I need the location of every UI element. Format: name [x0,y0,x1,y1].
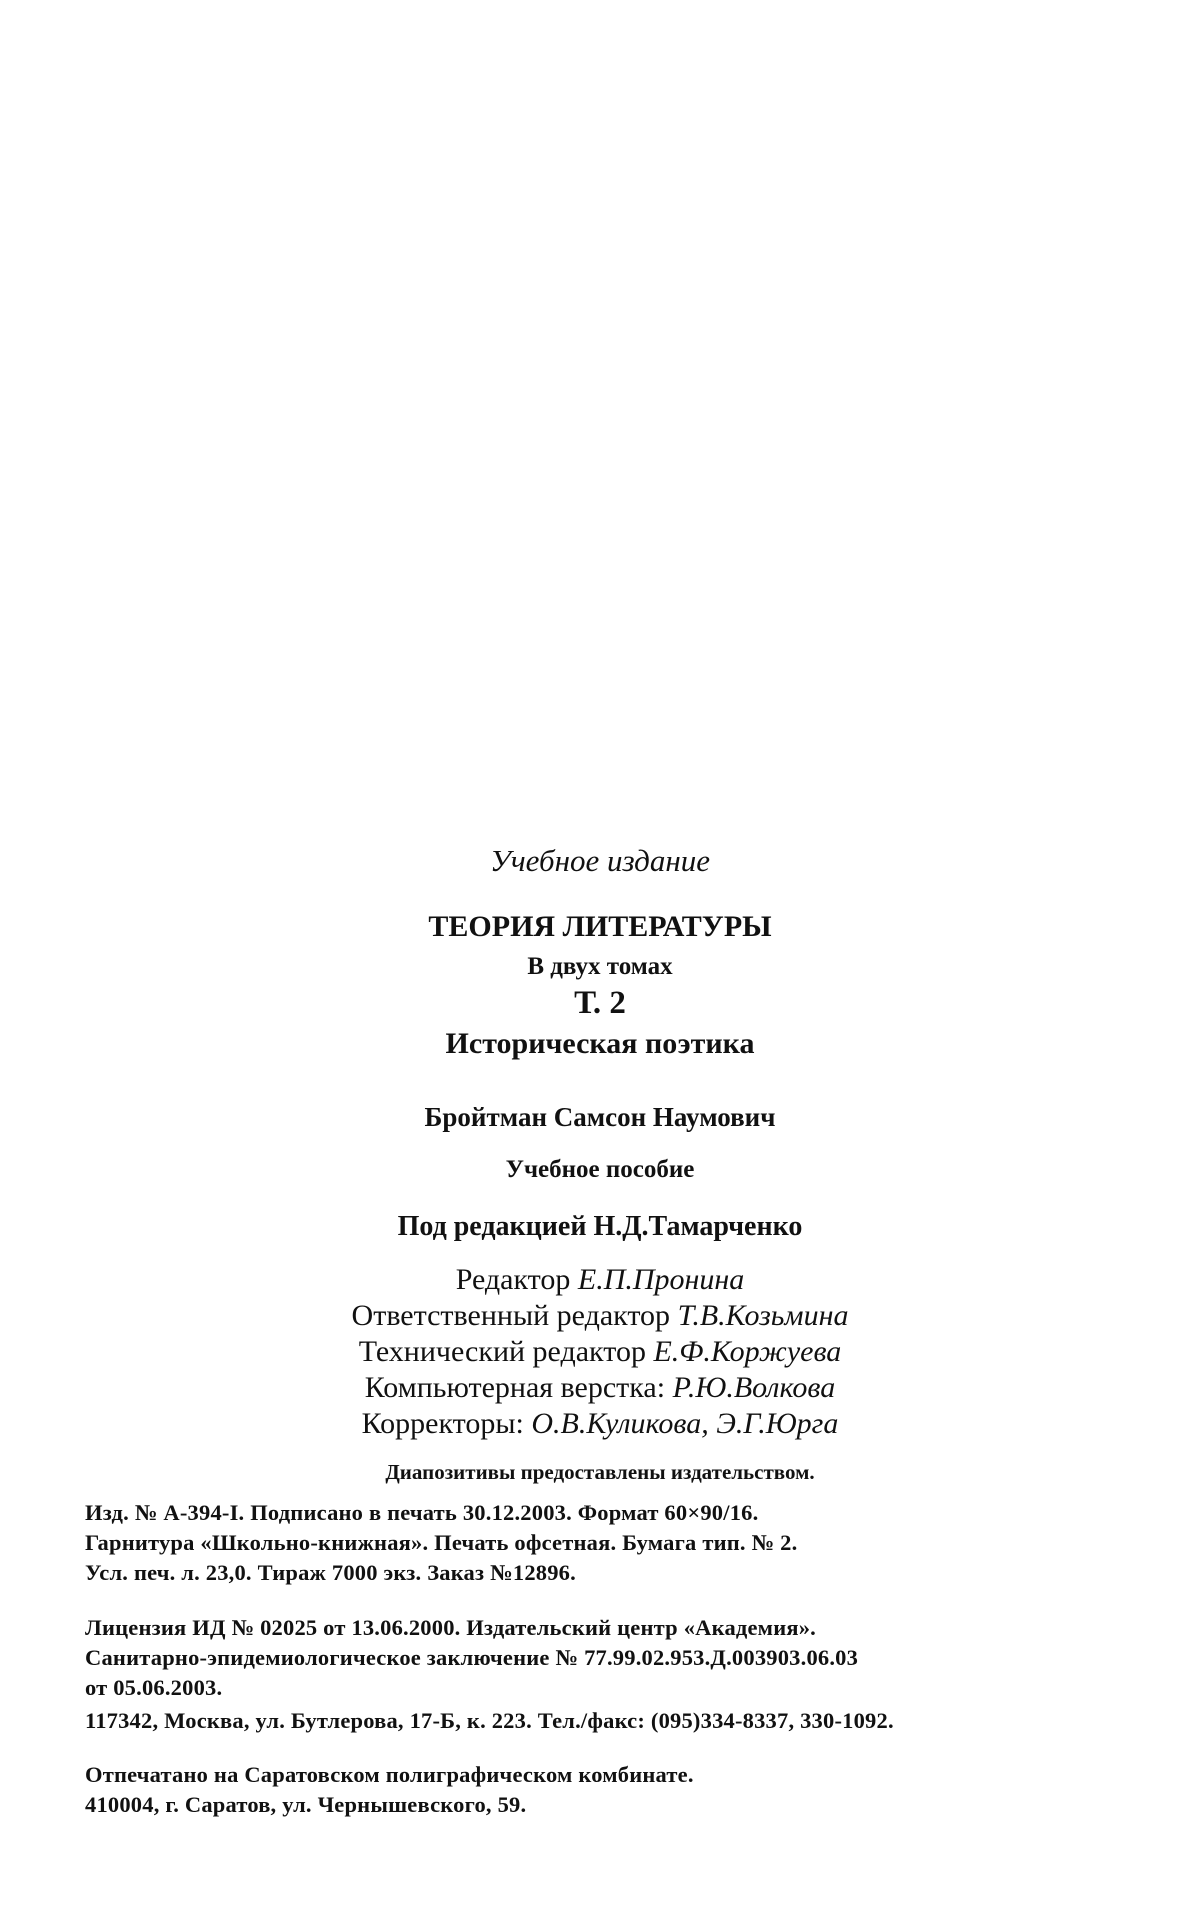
volume-title: Историческая поэтика [445,1027,755,1060]
license-line: от 05.06.2003. [85,1675,223,1700]
main-title: ТЕОРИЯ ЛИТЕРАТУРЫ [428,910,772,943]
credit-role: Редактор [455,1263,578,1296]
license-line: 117342, Москва, ул. Бутлерова, 17-Б, к. 223. Тел./факс: (095)334-8337, 330-1092. [85,1708,894,1733]
credit-role: Ответственный редактор [351,1299,678,1332]
volume-number: Т. 2 [574,985,626,1021]
credit-proofreaders [0,1407,1200,1441]
imprint-line: Усл. печ. л. 23,0. Тираж 7000 экз. Заказ №12896. [85,1560,576,1585]
subtitle: В двух томах [527,953,673,980]
credit-name: Е.П.Пронина [577,1263,745,1296]
printer-line: 410004, г. Саратов, ул. Чернышевского, 59. [85,1792,527,1817]
credit-layout [0,1371,1200,1405]
imprint-line: Гарнитура «Школьно-книжная». Печать офсетная. Бумага тип. № 2. [85,1530,798,1555]
printer-line: Отпечатано на Саратовском полиграфическом комбинате. [85,1762,694,1787]
credit-name: О.В.Куликова, Э.Г.Юрга [531,1407,839,1440]
credit-role: Компьютерная верстка: [364,1371,673,1404]
credit-editor [0,1263,1200,1297]
credit-name: Е.Ф.Коржуева [653,1335,842,1368]
credit-name: Т.В.Козьмина [677,1299,849,1332]
general-editor: Под редакцией Н.Д.Тамарченко [397,1211,803,1242]
license-line: Санитарно-эпидемиологическое заключение № 77.99.02.953.Д.003903.06.03 [85,1645,859,1670]
diapositives-note: Диапозитивы предоставлены издательством. [385,1460,815,1484]
author-name: Бройтман Самсон Наумович [424,1102,776,1132]
imprint-line: Изд. № А-394-I. Подписано в печать 30.12.2003. Формат 60×90/16. [85,1500,759,1525]
license-line: Лицензия ИД № 02025 от 13.06.2000. Издательский центр «Академия». [85,1615,817,1640]
credit-technical-editor [0,1335,1200,1369]
credit-responsible-editor [0,1299,1200,1333]
credit-role: Технический редактор [358,1335,654,1368]
credit-name: Р.Ю.Волкова [672,1371,836,1404]
edition-label: Учебное издание [490,843,710,878]
credit-role: Корректоры: [361,1407,532,1440]
publication-type: Учебное пособие [505,1156,695,1183]
